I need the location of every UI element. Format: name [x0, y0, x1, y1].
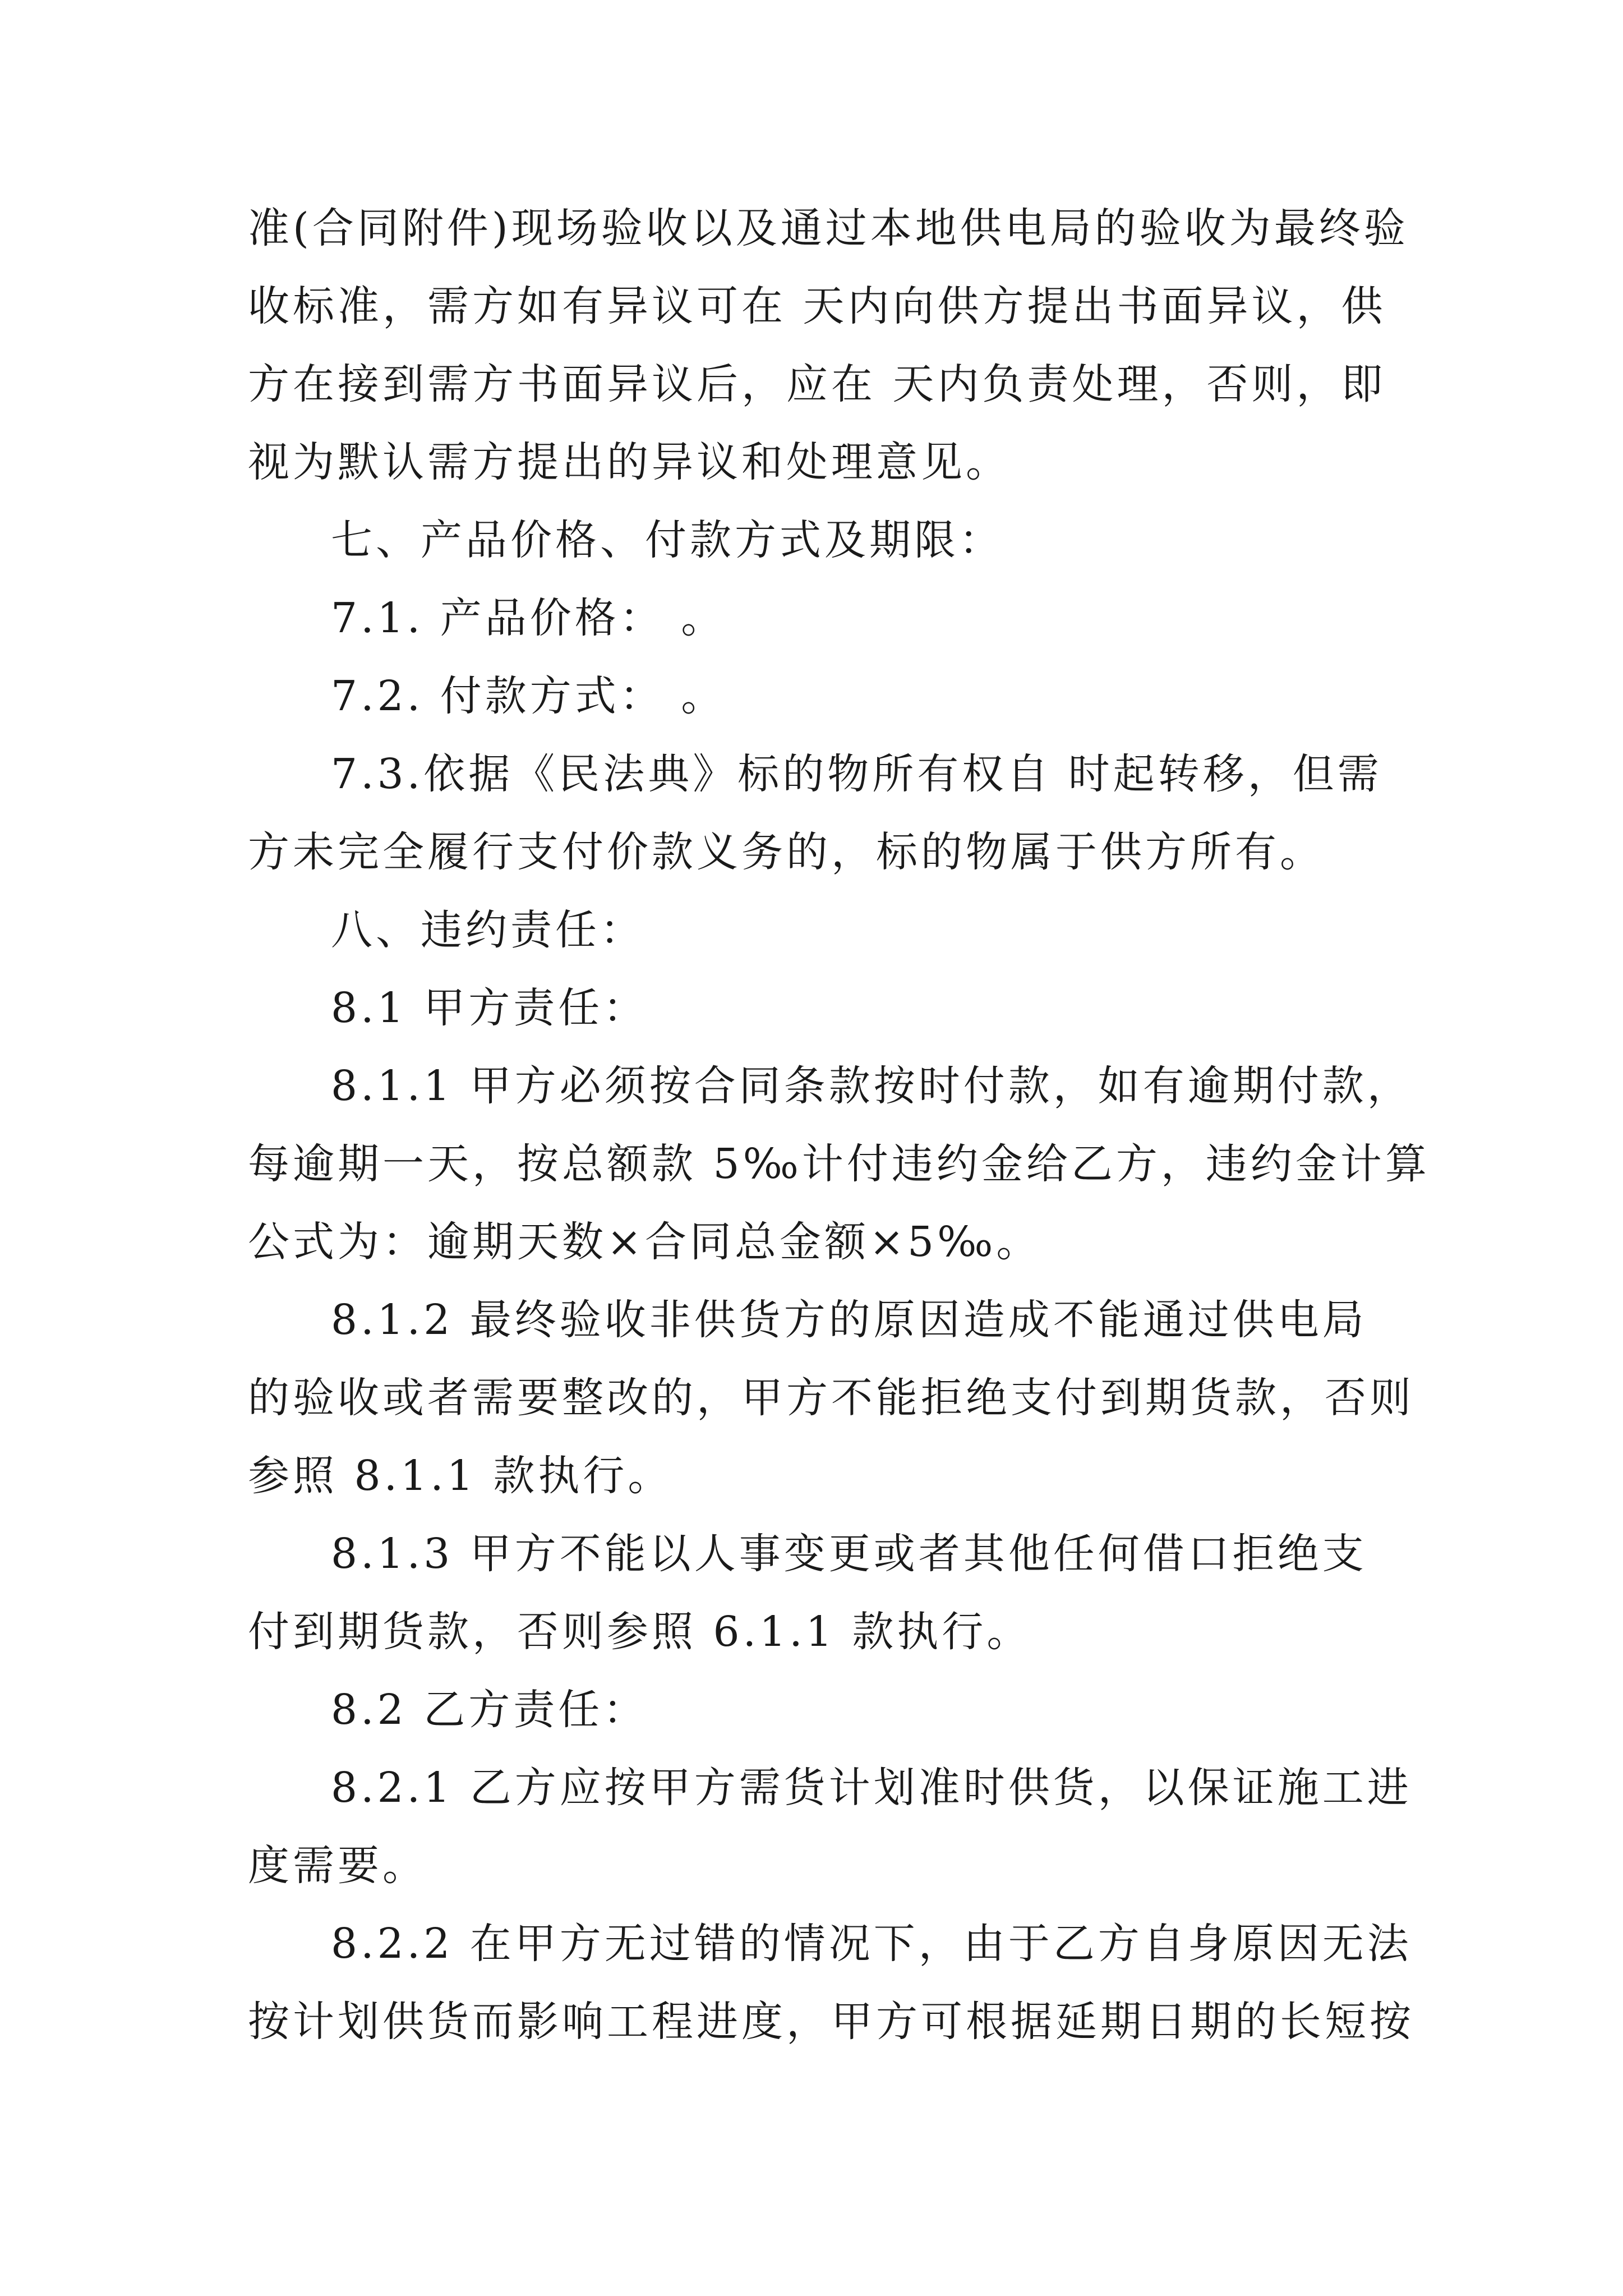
- clause-8-1-1: 8.1.1 甲方必须按合同条款按时付款，如有逾期付款，: [331, 1062, 1412, 1110]
- clause-8-2-1: 8.2.1 乙方应按甲方需货计划准时供货，以保证施工进: [331, 1764, 1412, 1812]
- text-line: 每逾期一天，按总额款 5‰计付违约金给乙方，违约金计算: [248, 1140, 1430, 1188]
- clause-7-1: 7.1. 产品价格： 。: [331, 594, 726, 642]
- section-heading-8: 八、违约责任：: [331, 906, 645, 954]
- clause-8-1: 8.1 甲方责任：: [331, 984, 648, 1032]
- text-line: 付到期货款，否则参照 6.1.1 款执行。: [248, 1608, 1032, 1656]
- text-line: 参照 8.1.1 款执行。: [248, 1452, 673, 1500]
- text-line: 收标准，需方如有异议可在 天内向供方提出书面异议，供: [248, 282, 1386, 330]
- clause-8-1-2: 8.1.2 最终验收非供货方的原因造成不能通过供电局: [331, 1296, 1367, 1344]
- text-line: 方未完全履行支付价款义务的，标的物属于供方所有。: [248, 828, 1325, 876]
- clause-8-2-2: 8.2.2 在甲方无过错的情况下，由于乙方自身原因无法: [331, 1920, 1412, 1968]
- text-line: 的验收或者需要整改的，甲方不能拒绝支付到期货款，否则: [248, 1374, 1414, 1422]
- document-body: [248, 190, 1430, 2061]
- text-line: 视为默认需方提出的异议和处理意见。: [248, 438, 1011, 486]
- clause-8-2: 8.2 乙方责任：: [331, 1686, 648, 1734]
- clause-7-2: 7.2. 付款方式： 。: [331, 672, 726, 720]
- clause-8-1-3: 8.1.3 甲方不能以人事变更或者其他任何借口拒绝支: [331, 1530, 1367, 1578]
- text-line: 公式为：逾期天数×合同总金额×5‰。: [248, 1218, 1041, 1266]
- text-line: 度需要。: [248, 1842, 427, 1890]
- text-line: 准(合同附件)现场验收以及通过本地供电局的验收为最终验: [248, 204, 1409, 252]
- clause-7-3: 7.3.依据《民法典》标的物所有权自 时起转移，但需: [331, 750, 1382, 798]
- text-line: 按计划供货而影响工程进度，甲方可根据延期日期的长短按: [248, 1998, 1414, 2046]
- section-heading-7: 七、产品价格、付款方式及期限：: [331, 516, 1004, 564]
- text-line: 方在接到需方书面异议后，应在 天内负责处理，否则，即: [248, 360, 1386, 408]
